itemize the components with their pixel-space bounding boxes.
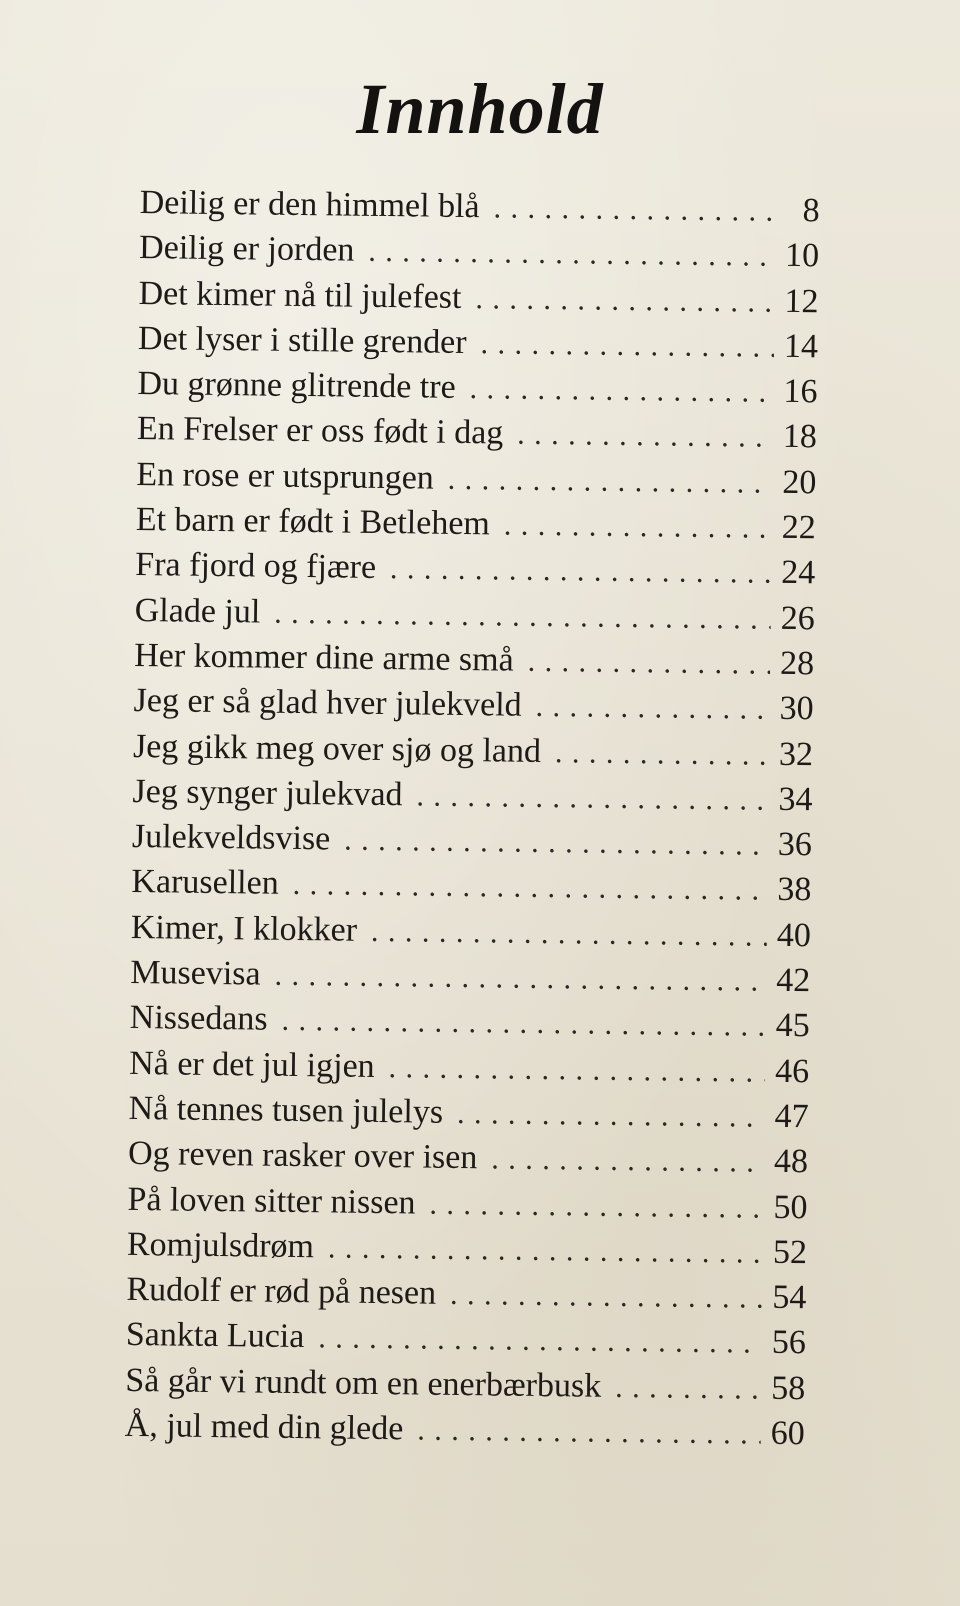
toc-entry-title: Her kommer dine arme små — [133, 636, 514, 679]
toc-entry-page-number: 22 — [781, 508, 817, 547]
dot-leader — [555, 730, 770, 778]
toc-entry-page-number: 60 — [770, 1414, 805, 1453]
dot-leader — [368, 229, 775, 279]
dot-leader — [281, 998, 766, 1049]
toc-entry-title: Kimer, I klokker — [130, 908, 358, 949]
dot-leader — [344, 818, 768, 868]
dot-leader — [504, 503, 772, 551]
toc-entry-page-number: 32 — [778, 735, 814, 773]
toc-entry-page-number: 38 — [777, 871, 812, 909]
toc-entry-title: Et barn er født i Betlehem — [135, 501, 491, 543]
dot-leader — [292, 862, 767, 913]
dot-leader — [480, 321, 774, 370]
dot-leader — [371, 909, 767, 959]
dot-leader — [429, 1181, 763, 1230]
toc-entry-page-number: 20 — [782, 463, 817, 502]
toc-entry-title: En Frelser er oss født i dag — [136, 410, 504, 452]
toc-entry-page-number: 24 — [781, 554, 816, 592]
page-title: Innhold — [356, 69, 604, 149]
dot-leader — [493, 185, 776, 233]
toc-entry-page-number: 30 — [779, 690, 814, 728]
toc-entry-page-number: 10 — [784, 237, 820, 275]
dot-leader — [274, 590, 771, 641]
toc-entry-title: Det kimer nå til julefest — [138, 274, 462, 316]
dot-leader — [527, 639, 770, 687]
dot-leader — [517, 412, 773, 460]
toc-entry-page-number: 34 — [778, 780, 813, 819]
toc-entry-title: Jeg synger julekvad — [132, 772, 403, 814]
toc-entry-title: Glade jul — [134, 591, 261, 631]
dot-leader — [388, 1045, 765, 1095]
toc-entry — [125, 1403, 806, 1457]
toc-entry-page-number: 26 — [780, 599, 815, 637]
toc-entry-page-number: 14 — [783, 327, 819, 366]
toc-entry-title: Det lyser i stille grender — [137, 319, 467, 361]
toc-entry-page-number: 12 — [784, 282, 819, 320]
toc-entry-page-number: 36 — [777, 826, 813, 864]
toc-entry-page-number: 8 — [802, 192, 820, 230]
toc-entry-title: En rose er utsprungen — [136, 455, 435, 497]
table-of-contents — [125, 180, 820, 1457]
dot-leader — [416, 773, 768, 822]
toc-entry-title: På loven sitter nissen — [127, 1180, 416, 1221]
toc-entry-title: Fra fjord og fjære — [135, 546, 377, 587]
toc-entry-page-number: 18 — [782, 418, 818, 456]
dot-leader — [469, 366, 773, 415]
toc-entry-title: Karusellen — [131, 863, 279, 903]
toc-entry-title: Jeg gikk meg over sjø og land — [132, 727, 542, 770]
toc-entry-title: Musevisa — [130, 953, 261, 993]
dot-leader — [491, 1137, 764, 1185]
toc-entry-title: Sankta Lucia — [125, 1316, 305, 1356]
toc-entry-title: Rudolf er rød på nesen — [126, 1271, 437, 1312]
toc-entry-title: Romjulsdrøm — [126, 1225, 315, 1266]
dot-leader — [615, 1365, 762, 1412]
toc-entry-page-number: 46 — [774, 1052, 810, 1090]
toc-entry-title: Så går vi rundt om en enerbærbusk — [125, 1361, 602, 1405]
toc-entry-page-number: 58 — [771, 1369, 806, 1407]
toc-entry-page-number: 47 — [774, 1097, 809, 1136]
toc-entry-title: Julekveldsvise — [131, 818, 331, 858]
toc-entry-page-number: 42 — [776, 961, 811, 1000]
toc-entry-title: Du grønne glitrende tre — [137, 365, 456, 407]
toc-entry-page-number: 52 — [772, 1233, 808, 1272]
toc-entry-page-number: 45 — [775, 1007, 810, 1045]
dot-leader — [475, 276, 775, 325]
toc-entry-title: Nå tennes tusen julelys — [128, 1089, 444, 1131]
toc-entry-title: Og reven rasker over isen — [127, 1135, 478, 1177]
toc-entry-page-number: 28 — [779, 644, 815, 683]
toc-entry-page-number: 16 — [783, 373, 818, 411]
toc-entry-page-number: 40 — [776, 916, 812, 955]
dot-leader — [417, 1407, 761, 1456]
toc-entry-title: Nissedans — [129, 999, 268, 1038]
toc-entry-title: Deilig er jorden — [138, 229, 355, 269]
dot-leader — [390, 546, 772, 596]
toc-entry-page-number: 48 — [773, 1143, 809, 1181]
dot-leader — [318, 1316, 762, 1366]
toc-entry-page-number: 54 — [772, 1278, 807, 1317]
toc-entry-title: Jeg er så glad hver julekveld — [133, 682, 522, 724]
toc-entry-page-number: 50 — [773, 1188, 808, 1226]
dot-leader — [450, 1272, 763, 1321]
dot-leader — [535, 684, 770, 732]
dot-leader — [448, 457, 773, 506]
dot-leader — [274, 953, 766, 1004]
dot-leader — [457, 1091, 765, 1140]
toc-entry-title: Nå er det jul igjen — [128, 1044, 375, 1085]
toc-entry-title: Deilig er den himmel blå — [139, 183, 480, 226]
toc-entry-page-number: 56 — [771, 1324, 807, 1362]
toc-entry-title: Å, jul med din glede — [124, 1406, 404, 1448]
dot-leader — [328, 1225, 763, 1275]
